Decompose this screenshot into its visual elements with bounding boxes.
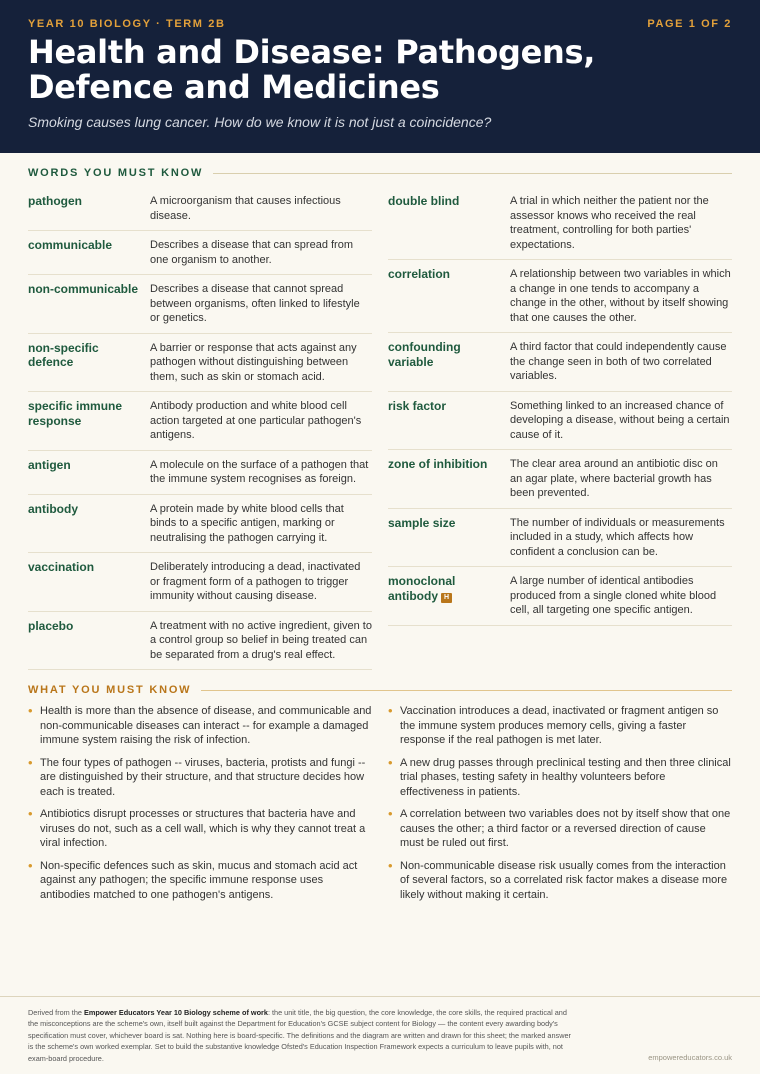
glossary-row [388,333,732,392]
glossary-row [28,392,372,451]
glossary [28,187,732,670]
key-point [388,859,732,903]
bullet-dot-icon: • [388,754,393,770]
glossary-term: placebo [28,618,74,633]
glossary-term: vaccination [28,560,95,574]
glossary-row [388,450,732,509]
glossary-definition: The clear area around an antibiotic disc on an agar plate, where bacterial growth has been prevented. [510,458,718,499]
glossary-term: non-communicable [28,282,139,296]
page-number: PAGE 1 OF 2 [647,18,732,30]
bullet-dot-icon: • [28,806,33,821]
glossary-definition: A large number of identical antibodies produced from a single cloned white blood cell, all targeting one specific antigen. [510,575,717,616]
glossary-row [28,275,372,334]
glossary-definition: A third factor that could independently cause the change seen in both of two correlated variables. [510,341,727,382]
key-point [28,756,372,800]
key-point [28,807,372,851]
page-header [0,0,760,153]
key-point [388,756,732,800]
key-point-text: Non-specific defences such as skin, mucus and stomach acid act against any pathogen; the specific immune response uses antibodies matched to one pathogen's antigens. [40,859,358,901]
source-note [28,1007,573,1064]
glossary-term: communicable [28,238,113,252]
words-heading-text: WORDS YOU MUST KNOW [28,167,204,179]
key-point-text: Antibiotics disrupt processes or structures that bacteria have and viruses do not, such as a cell wall, which is why they cannot treat a viral infection. [40,808,366,849]
know-heading [28,684,732,696]
glossary-term: specific immune response [28,399,123,428]
glossary-definition: Describes a disease that cannot spread between organisms, often linked to lifestyle or genetics. [150,283,360,324]
glossary-term-text: monoclonal antibody [388,574,456,603]
bullet-dot-icon: • [388,857,393,873]
glossary-definition: A relationship between two variables in which a change in one tends to accompany a change in the other, without by itself showing that one causes the other. [510,268,731,324]
key-points-right-column [388,704,732,910]
heading-rule [201,690,732,691]
heading-rule [213,173,732,174]
glossary-row [388,567,732,626]
glossary-row [388,260,732,333]
glossary-row [28,495,372,554]
glossary-term: antigen [28,457,71,472]
words-section [0,167,760,670]
glossary-row [28,334,372,393]
glossary-definition: A trial in which neither the patient nor the assessor knows who received the real treatment, controlling for both parties' expectations. [510,195,709,251]
know-heading-text: WHAT YOU MUST KNOW [28,684,192,696]
glossary-row [28,553,372,612]
key-point-text: Vaccination introduces a dead, inactivated or fragment antigen so the immune system produces memory cells, giving a faster response if the real pathogen is met later. [400,705,719,746]
glossary-term: sample size [388,515,456,530]
glossary-row [28,187,372,231]
glossary-term: non-specific defence [28,340,99,369]
glossary-row [28,231,372,275]
glossary-definition: The number of individuals or measurements included in a study, which affects how confident a conclusion can be. [510,516,725,558]
source-scheme-name: Empower Educators Year 10 Biology scheme of work [83,1008,268,1017]
key-point [28,704,372,748]
glossary-term: double blind [388,194,460,208]
key-point-text: A new drug passes through preclinical testing and then three clinical trial phases, testing safety in healthy volunteers before effectiveness in patients. [400,756,731,798]
glossary-row [388,187,732,260]
glossary-definition: A barrier or response that acts against any pathogen without distinguishing between them, such as skin or stomach acid. [150,341,357,383]
glossary-definition: A molecule on the surface of a pathogen that the immune system recognises as foreign. [150,458,369,485]
glossary-right-column [388,187,732,670]
glossary-term: antibody [28,501,78,516]
bullet-dot-icon: • [388,703,393,718]
glossary-left-column [28,187,372,670]
glossary-definition: Describes a disease that can spread from one organism to another. [150,239,353,266]
glossary-term: pathogen [28,194,82,208]
key-point-text: The four types of pathogen -- viruses, bacteria, protists and fungi -- are distinguished by their structure, and that structure decides how each is treated. [40,756,366,798]
glossary-row [28,451,372,495]
glossary-definition: A treatment with no active ingredient, given to a control group so belief in being treated can be separated from a drug's real effect. [150,619,372,661]
glossary-term: risk factor [388,398,447,413]
glossary-definition: Antibody production and white blood cell action targeted at one particular pathogen's antigens. [150,400,362,441]
glossary-definition: A protein made by white blood cells that binds to a specific antigen, marking or neutralising the pathogen carrying it. [150,502,344,544]
glossary-row [388,509,732,568]
key-points-left-column [28,704,372,910]
bullet-dot-icon: • [28,754,33,770]
glossary-definition: A microorganism that causes infectious disease. [150,195,341,222]
glossary-definition: Deliberately introducing a dead, inactivated or fragment form of a pathogen to trigger immunity without causing disease. [150,561,361,602]
source-note-lead: Derived from the [28,1008,84,1017]
key-points [28,704,732,910]
key-point [388,807,732,851]
glossary-row [28,612,372,671]
key-point-text: Non-communicable disease risk usually comes from the interaction of several factors, so a correlated risk factor makes a disease more likely without making it certain. [400,859,728,901]
higher-tier-badge: H [441,593,452,603]
page-footer [0,996,760,1074]
bullet-dot-icon: • [28,857,33,873]
source-note-body: : the unit title, the big question, the core knowledge, the core skills, the required practical and the misconceptions are the scheme's own, itself built against the Department for Education's GCSE subject content for Biology — the content every awarding body's specification must cover, whichever board is sat. Nothing here is board-specific. The definitions and the diagram are written and drawn for this sheet; the marked answer is the scheme's own worked exemplar. Set to build the substantive knowledge Ofsted's Education Inspection Framework expects a curriculum to leave pupils with, not exam-board procedure. [28,1008,571,1063]
page-title: Health and Disease: Pathogens, Defence and Medicines [28,33,596,106]
glossary-row [388,392,732,451]
glossary-term: zone of inhibition [388,457,488,471]
key-point [388,704,732,748]
glossary-definition: Something linked to an increased chance of developing a disease, without being a certain cause of it. [510,399,730,441]
bullet-dot-icon: • [388,806,393,821]
glossary-term: confounding variable [388,340,461,369]
glossary-term [388,574,510,618]
words-heading [28,167,732,179]
eyebrow-row [28,18,732,30]
bullet-dot-icon: • [28,703,33,718]
course-label: YEAR 10 BIOLOGY · TERM 2B [28,18,226,30]
glossary-term: correlation [388,267,451,281]
key-point-text: A correlation between two variables does not by itself show that one causes the other; a third factor or a reversed direction of cause must be ruled out first. [400,808,731,849]
know-section [0,684,760,910]
big-question: Smoking causes lung cancer. How do we know it is not just a coincidence? [28,114,492,130]
key-point [28,859,372,903]
website-url: empowereducators.co.uk [648,1053,732,1062]
key-point-text: Health is more than the absence of disease, and communicable and non-communicable diseases can interact -- for example a damaged immune system raising the risk of infection. [40,705,372,746]
